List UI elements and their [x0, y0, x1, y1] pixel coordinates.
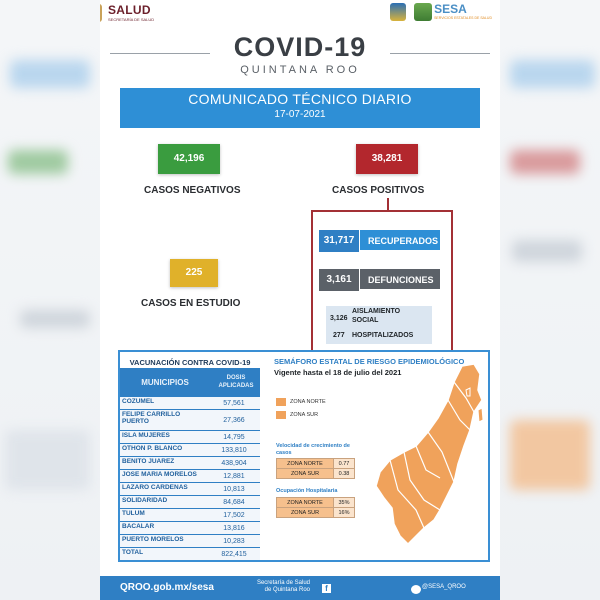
isolation-value: 3,126 — [330, 315, 348, 322]
dosis-value: 13,816 — [223, 525, 245, 532]
isolation-label-2: SOCIAL — [352, 317, 379, 324]
municipio-name: ISLA MUJERES — [122, 432, 170, 439]
col-header-municipios: MUNICIPIOS — [141, 378, 189, 387]
municipio-name: TOTAL — [122, 549, 144, 556]
legend-swatch-sur — [276, 411, 286, 419]
vaccination-title: VACUNACIÓN CONTRA COVID-19 — [129, 358, 251, 367]
legend-label-norte: ZONA NORTE — [290, 399, 326, 405]
hospital-label: HOSPITALIZADOS — [352, 332, 414, 339]
facebook-icon[interactable]: f — [322, 584, 331, 593]
dosis-value: 133,810 — [221, 447, 247, 454]
table-row — [120, 483, 260, 495]
municipio-name: SOLIDARIDAD — [122, 497, 168, 504]
quintana-roo-map — [370, 360, 488, 560]
sesa-logo: SESA SERVICIOS ESTATALES DE SALUD — [434, 2, 492, 20]
table-row — [120, 535, 260, 547]
growth-value-norte: 0.77 — [334, 459, 355, 469]
logo-bar — [100, 0, 500, 26]
table-row — [120, 509, 260, 521]
negative-cases-value: 42,196 — [158, 144, 220, 174]
positive-cases-value: 38,281 — [356, 144, 418, 174]
semaforo-validity: Vigente hasta el 18 de julio del 2021 — [274, 368, 402, 377]
negative-cases-label: CASOS NEGATIVOS — [144, 185, 241, 196]
occupancy-value-norte: 35% — [334, 498, 355, 508]
footer-facebook-text[interactable]: Secretaría de Salud de Quintana Roo — [256, 580, 310, 593]
deaths-value: 3,161 — [318, 268, 360, 292]
table-row — [120, 470, 260, 482]
table-row — [120, 496, 260, 508]
banner-date: 17-07-2021 — [274, 109, 326, 120]
growth-value-sur: 0.38 — [334, 469, 355, 479]
page-subtitle: QUINTANA ROO — [240, 64, 360, 76]
municipio-name: BENITO JUAREZ — [122, 458, 175, 465]
semaforo-title: SEMÁFORO ESTATAL DE RIESGO EPIDEMIOLÓGICO — [274, 357, 465, 366]
table-row — [120, 431, 260, 443]
recovered-label: RECUPERADOS — [360, 230, 440, 250]
col-header-dosis: DOSIS APLICADAS — [218, 375, 254, 389]
report-banner — [120, 88, 480, 128]
state-government-logo-icon — [414, 3, 432, 21]
municipio-name: COZUMEL — [122, 398, 155, 405]
municipio-name: PUERTO MORELOS — [122, 536, 184, 543]
growth-title: Velocidad de crecimiento de casos — [276, 443, 350, 456]
background-left — [0, 0, 100, 600]
covid-poster — [100, 0, 500, 600]
footer-bar — [100, 576, 500, 600]
isolation-label-1: AISLAMIENTO — [352, 308, 401, 315]
isolation-hospital-box — [326, 306, 432, 344]
mexico-seal-icon — [100, 4, 102, 22]
page-title: COVID-19 — [233, 32, 367, 62]
study-cases-value: 225 — [170, 259, 218, 287]
table-row — [120, 444, 260, 456]
table-row — [120, 457, 260, 469]
municipio-name: BACALAR — [122, 523, 155, 530]
table-row — [120, 397, 260, 409]
dosis-value: 10,283 — [223, 538, 245, 545]
positive-cases-label: CASOS POSITIVOS — [332, 185, 425, 196]
twitter-icon[interactable] — [411, 585, 421, 594]
dosis-value: 57,561 — [223, 400, 245, 407]
municipio-name: FELIPE CARRILLO PUERTO — [122, 411, 181, 425]
dosis-value: 14,795 — [223, 434, 245, 441]
dosis-value: 822,415 — [221, 551, 247, 558]
occupancy-title: Ocupación Hospitalaria — [276, 488, 338, 494]
dosis-value: 438,904 — [221, 460, 247, 467]
footer-twitter-text[interactable]: @SESA_QROO — [422, 584, 466, 590]
deaths-label: DEFUNCIONES — [360, 269, 440, 289]
municipio-name: LAZARO CARDENAS — [122, 484, 188, 491]
municipio-name: JOSE MARIA MORELOS — [122, 471, 197, 478]
growth-zone-norte: ZONA NORTE — [277, 459, 334, 469]
background-right — [500, 0, 600, 600]
legend-label-sur: ZONA SUR — [290, 412, 319, 418]
occupancy-zone-norte: ZONA NORTE — [277, 498, 334, 508]
dosis-value: 27,366 — [223, 417, 245, 424]
dosis-value: 12,881 — [223, 473, 245, 480]
table-row — [120, 522, 260, 534]
table-row — [120, 410, 260, 430]
legend-swatch-norte — [276, 398, 286, 406]
recovered-value: 31,717 — [318, 229, 360, 253]
municipio-name: TULUM — [122, 510, 145, 517]
salud-logo: SALUD SECRETARÍA DE SALUD — [108, 3, 155, 22]
table-row — [120, 548, 260, 560]
municipio-name: OTHON P. BLANCO — [122, 445, 183, 452]
banner-title: COMUNICADO TÉCNICO DIARIO — [188, 91, 412, 107]
occupancy-table — [276, 497, 355, 518]
footer-website[interactable]: QROO.gob.mx/sesa — [120, 582, 214, 593]
occupancy-value-sur: 16% — [334, 508, 355, 518]
dosis-value: 10,813 — [223, 486, 245, 493]
hospital-value: 277 — [333, 332, 345, 339]
dosis-value: 17,502 — [223, 512, 245, 519]
occupancy-zone-sur: ZONA SUR — [277, 508, 334, 518]
dosis-value: 84,684 — [223, 499, 245, 506]
growth-zone-sur: ZONA SUR — [277, 469, 334, 479]
study-cases-label: CASOS EN ESTUDIO — [141, 298, 241, 309]
growth-table — [276, 458, 355, 479]
quintana-roo-shield-icon — [390, 3, 406, 21]
